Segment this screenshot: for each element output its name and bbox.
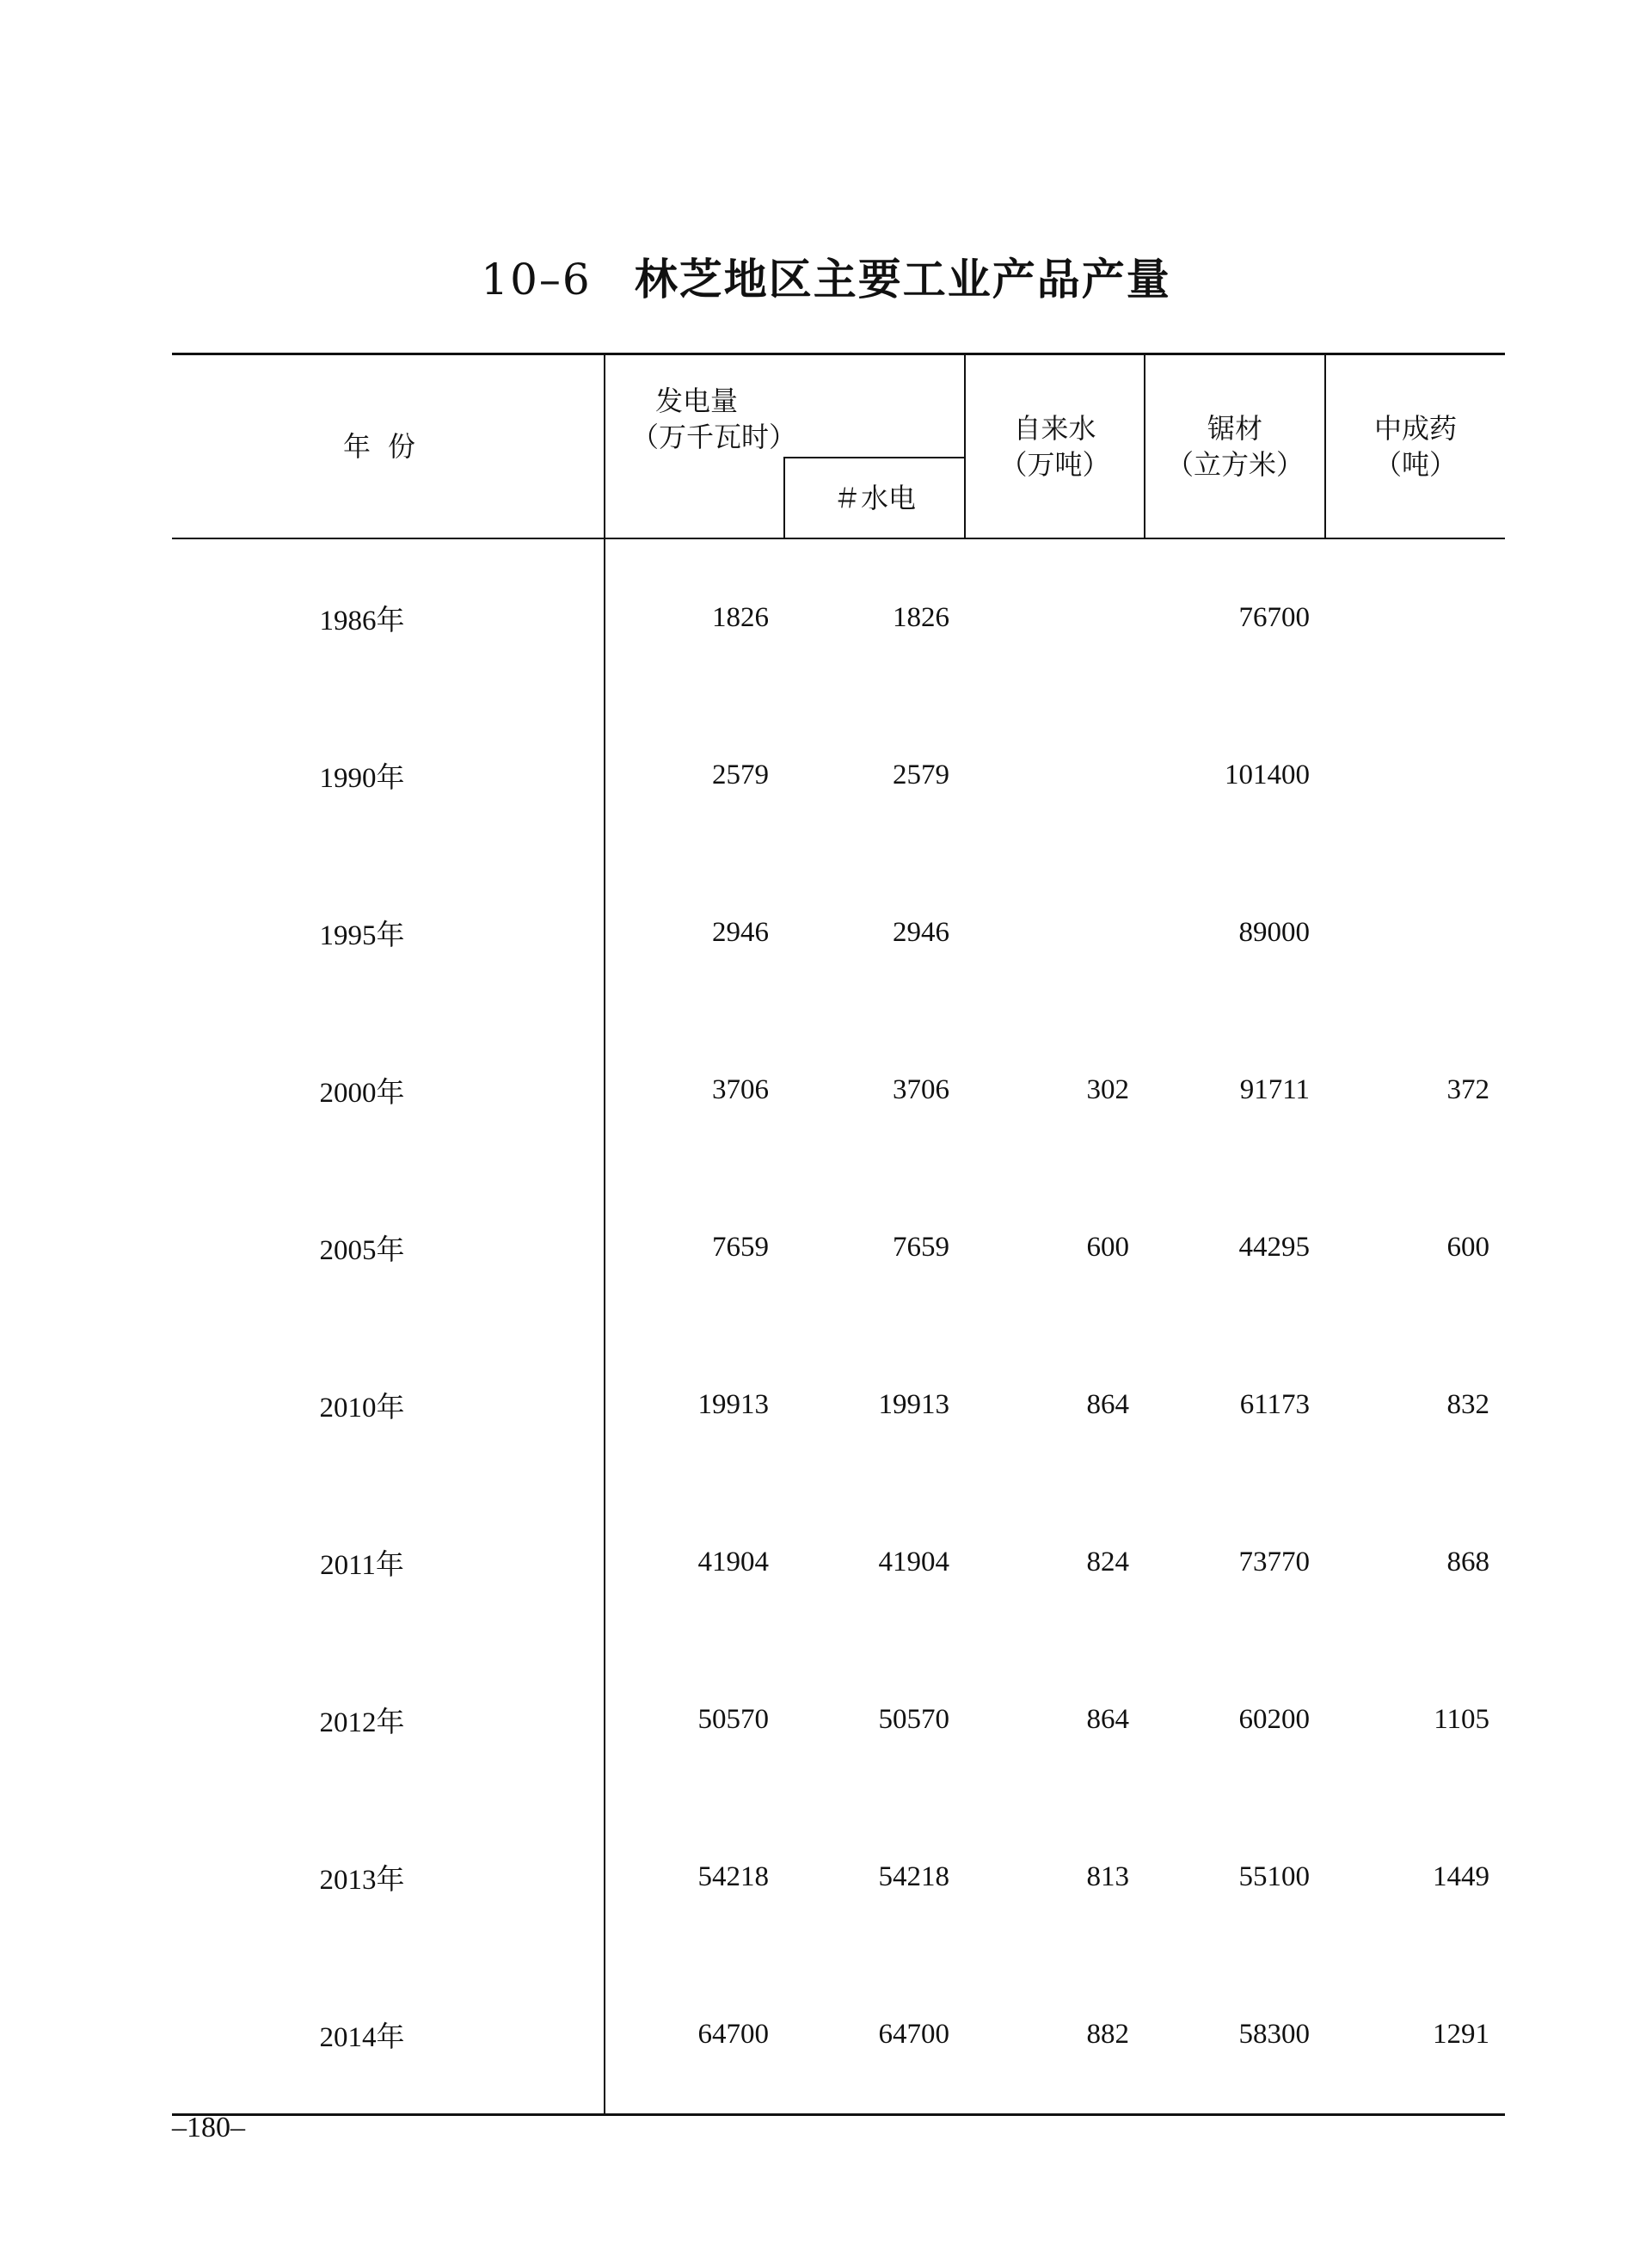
table-row bbox=[172, 1641, 1505, 1799]
power-cell: 64700 bbox=[697, 2019, 769, 2050]
page-title bbox=[0, 249, 1652, 310]
header-power bbox=[605, 354, 965, 458]
hydro-cell: 19913 bbox=[878, 1389, 950, 1420]
table-body bbox=[172, 538, 1505, 2115]
hydro-cell: 41904 bbox=[878, 1547, 950, 1577]
year-cell bbox=[172, 1169, 605, 1326]
year-cell bbox=[172, 1956, 605, 2115]
header-lumber bbox=[1145, 354, 1325, 539]
header-medicine-unit: （吨） bbox=[1374, 448, 1458, 481]
table-row bbox=[172, 1326, 1505, 1484]
table-row bbox=[172, 538, 1505, 697]
table-row bbox=[172, 854, 1505, 1012]
hydro-cell: 1826 bbox=[893, 602, 950, 633]
water-cell bbox=[965, 538, 1145, 697]
year-label: 2013年 bbox=[319, 1865, 405, 1896]
hydro-cell: 2579 bbox=[893, 760, 950, 790]
header-lumber-name: 锯材 bbox=[1207, 412, 1263, 445]
lumber-cell: 44295 bbox=[1238, 1232, 1311, 1263]
year-label: 1990年 bbox=[319, 763, 405, 794]
power-cell: 50570 bbox=[697, 1704, 769, 1735]
hydro-cell: 7659 bbox=[893, 1232, 950, 1263]
water-cell: 864 bbox=[1086, 1389, 1130, 1420]
header-medicine bbox=[1325, 354, 1505, 539]
production-table bbox=[172, 353, 1505, 2116]
header-water-unit: （万吨） bbox=[999, 448, 1110, 481]
medicine-cell: 1291 bbox=[1433, 2019, 1490, 2050]
header-power-unit: （万千瓦时） bbox=[631, 421, 797, 453]
year-label: 1986年 bbox=[319, 606, 405, 637]
table-title: 林芝地区主要工业产品产量 bbox=[634, 254, 1171, 304]
year-cell bbox=[172, 697, 605, 854]
hydro-cell: 50570 bbox=[878, 1704, 950, 1735]
header-hydro: ＃水电 bbox=[784, 458, 965, 538]
medicine-cell bbox=[1325, 538, 1505, 697]
year-label: 2010年 bbox=[319, 1393, 405, 1424]
hydro-cell: 64700 bbox=[878, 2019, 950, 2050]
water-cell: 824 bbox=[1086, 1547, 1130, 1577]
table-row bbox=[172, 1169, 1505, 1326]
hydro-cell: 2946 bbox=[893, 917, 950, 948]
year-label: 2000年 bbox=[319, 1078, 405, 1109]
header-medicine-name: 中成药 bbox=[1374, 412, 1458, 445]
header-power-name: 发电量 bbox=[655, 384, 739, 417]
water-cell: 864 bbox=[1086, 1704, 1130, 1735]
year-label: 2011年 bbox=[320, 1550, 404, 1581]
lumber-cell: 101400 bbox=[1225, 760, 1311, 790]
hydro-cell: 54218 bbox=[878, 1861, 950, 1892]
year-cell bbox=[172, 1799, 605, 1956]
power-cell: 2946 bbox=[712, 917, 769, 948]
power-cell: 2579 bbox=[712, 760, 769, 790]
year-cell bbox=[172, 1484, 605, 1641]
header-lumber-unit: （立方米） bbox=[1166, 448, 1305, 481]
table-number: 10–6 bbox=[481, 255, 592, 304]
lumber-cell: 60200 bbox=[1238, 1704, 1311, 1735]
table-row bbox=[172, 1799, 1505, 1956]
lumber-cell: 73770 bbox=[1238, 1547, 1311, 1577]
year-cell bbox=[172, 1326, 605, 1484]
table-header bbox=[172, 354, 1505, 539]
header-power-spacer bbox=[605, 458, 784, 538]
lumber-cell: 76700 bbox=[1238, 602, 1311, 633]
power-cell: 3706 bbox=[712, 1074, 769, 1105]
water-cell: 600 bbox=[1086, 1232, 1130, 1263]
year-label: 2014年 bbox=[319, 2022, 405, 2053]
water-cell: 302 bbox=[1086, 1074, 1130, 1105]
header-year: 年份 bbox=[172, 354, 605, 539]
water-cell: 813 bbox=[1086, 1861, 1130, 1892]
lumber-cell: 61173 bbox=[1239, 1389, 1311, 1420]
power-cell: 1826 bbox=[712, 602, 769, 633]
medicine-cell: 600 bbox=[1446, 1232, 1490, 1263]
table-row bbox=[172, 1956, 1505, 2115]
power-cell: 7659 bbox=[712, 1232, 769, 1263]
medicine-cell: 1449 bbox=[1433, 1861, 1490, 1892]
medicine-cell: 868 bbox=[1446, 1547, 1490, 1577]
year-label: 2005年 bbox=[319, 1235, 405, 1266]
power-cell: 54218 bbox=[697, 1861, 769, 1892]
medicine-cell: 1105 bbox=[1434, 1704, 1490, 1735]
year-cell bbox=[172, 1012, 605, 1169]
lumber-cell: 55100 bbox=[1238, 1861, 1311, 1892]
lumber-cell: 91711 bbox=[1239, 1074, 1311, 1105]
water-cell: 882 bbox=[1086, 2019, 1130, 2050]
medicine-cell bbox=[1325, 854, 1505, 1012]
table-row bbox=[172, 1012, 1505, 1169]
header-water bbox=[965, 354, 1145, 539]
year-label: 1995年 bbox=[319, 920, 405, 951]
hydro-cell: 3706 bbox=[893, 1074, 950, 1105]
year-label: 2012年 bbox=[319, 1707, 405, 1738]
power-cell: 41904 bbox=[697, 1547, 769, 1577]
lumber-cell: 58300 bbox=[1238, 2019, 1311, 2050]
header-water-name: 自来水 bbox=[1013, 412, 1096, 445]
year-cell bbox=[172, 854, 605, 1012]
medicine-cell: 832 bbox=[1446, 1389, 1490, 1420]
table-row bbox=[172, 697, 1505, 854]
water-cell bbox=[965, 854, 1145, 1012]
lumber-cell: 89000 bbox=[1238, 917, 1311, 948]
power-cell: 19913 bbox=[697, 1389, 769, 1420]
year-cell bbox=[172, 538, 605, 697]
page-number: –180– bbox=[172, 2112, 245, 2143]
table-row bbox=[172, 1484, 1505, 1641]
medicine-cell: 372 bbox=[1446, 1074, 1490, 1105]
year-cell bbox=[172, 1641, 605, 1799]
medicine-cell bbox=[1325, 697, 1505, 854]
water-cell bbox=[965, 697, 1145, 854]
